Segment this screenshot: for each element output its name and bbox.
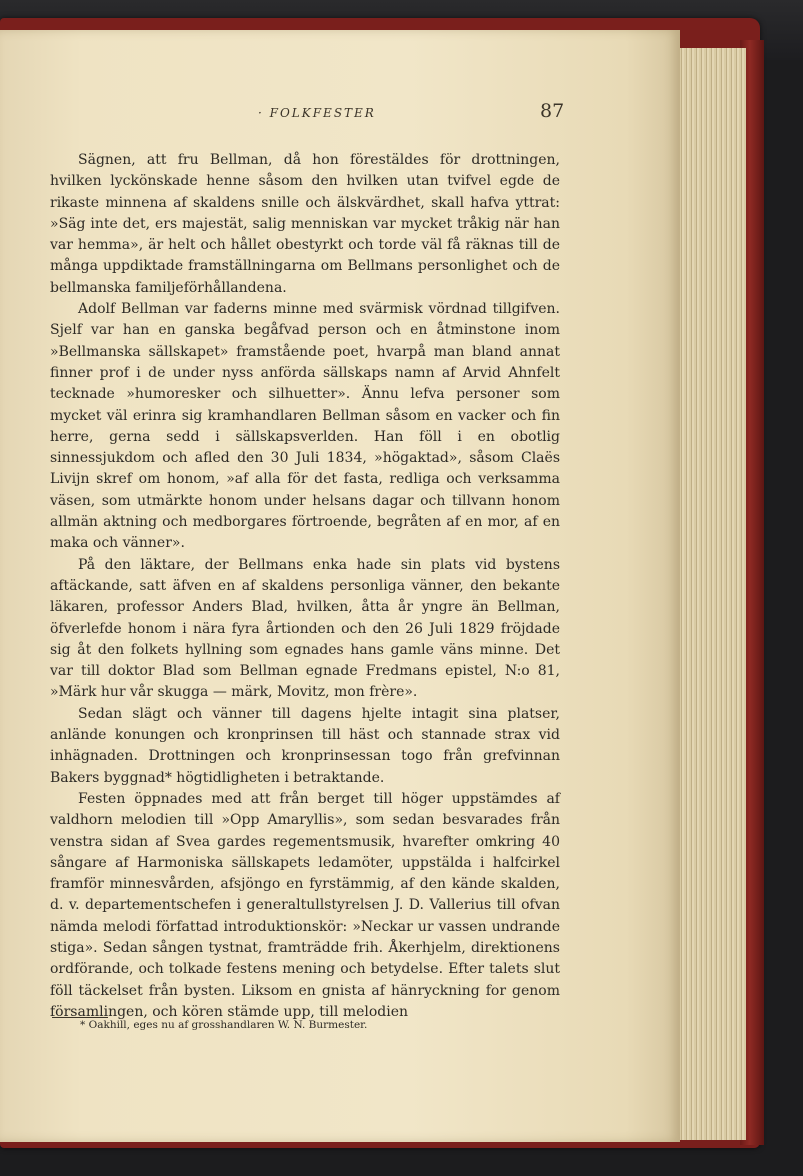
page-header: [40, 100, 565, 130]
body-text: [50, 150, 560, 1023]
paragraph: Adolf Bellman var faderns minne med svärmisk vördnad tillgifven. Sjelf var han en ganska begåfvad person och en åtminstone inom »Bellmanska sällskapet» framstående poet, hvarpå man bland annat finner prof i de under nyss anförda sällskaps namn af Arvid Ahnfelt tecknade »humoresker och silhuetter». Ännu lefva personer som mycket väl erinra sig kramhandlaren Bellman såsom en vacker och fin herre, gerna sedd i sällskapsverlden. Han föll i en obotlig sinnessjukdom och afled den 30 Juli 1834, »högaktad», såsom Claës Livijn skref om honom, »af alla för det fasta, redliga och verksamma väsen, som utmärkte honom under helsans dagar och tillvann honom allmän aktning och medborgares förtroende, begråten af en mor, af en maka och vänner».: [50, 301, 560, 552]
running-title: · FOLKFESTER: [258, 106, 376, 120]
footnote: * Oakhill, eges nu af grosshandlaren W. N. Burmester.: [80, 1019, 368, 1031]
page-number: 87: [540, 100, 565, 122]
paragraph: Festen öppnades med att från berget till höger uppstämdes af valdhorn melodien till »Opp Amaryllis», som sedan besvarades från venstra sidan af Svea gardes regementsmusik, hvarefter omkring 40 sångare af Harmoniska sällskapets ledamöter, uppstälda i halfcirkel framför minnesvården, afsjöngo en fyrstämmig, af den kände skalden, d. v. departementschefen i generaltullstyrelsen J. D. Vallerius till ofvan nämda melodi författad introduktionskör: »Neckar ur vassen undrande stiga». Sedan sången tystnat, framträdde frih. Åkerhjelm, direktionens ordförande, och tolkade festens mening och betydelse. Efter talets slut föll täckelset från bysten. Liksom en gnista af hänryckning for genom församlingen, och kören stämde upp, till melodien: [50, 790, 560, 1020]
paragraph: Sedan slägt och vänner till dagens hjelte intagit sina platser, anlände konungen och kronprinsen till häst och stannade strax vid inhägnaden. Drottningen och kronprinsessan togo från grefvinnan Bakers byggnad* högtidligheten i betraktande.: [50, 705, 560, 786]
paragraph: Sägnen, att fru Bellman, då hon förestäldes för drottningen, hvilken lyckönskade henne såsom den hvilken utan tvifvel egde de rikaste minnena af skaldens snille och älskvärdhet, skall hafva yttrat: »Säg inte det, ers majestät, salig menniskan var mycket tråkig när han var hemma», är helt och hållet obestyrkt och torde väl få räknas till de många uppdiktade framställningarna om Bellmans personlighet och de bellmanska familjeförhållandena.: [50, 152, 560, 296]
page-edges: [672, 48, 746, 1140]
paragraph: På den läktare, der Bellmans enka hade sin plats vid bystens aftäckande, satt äfven en af skaldens personliga vänner, den bekante läkaren, professor Anders Blad, hvilken, åtta år yngre än Bellman, öfverlefde honom i nära fyra årtionden och den 26 Juli 1829 fröjdade sig åt den folkets hyllning som egnades hans gamle väns minne. Det var till doktor Blad som Bellman egnade Fredmans epistel, N:o 81, »Märk hur vår skugga — märk, Movitz, mon frère».: [50, 556, 560, 701]
